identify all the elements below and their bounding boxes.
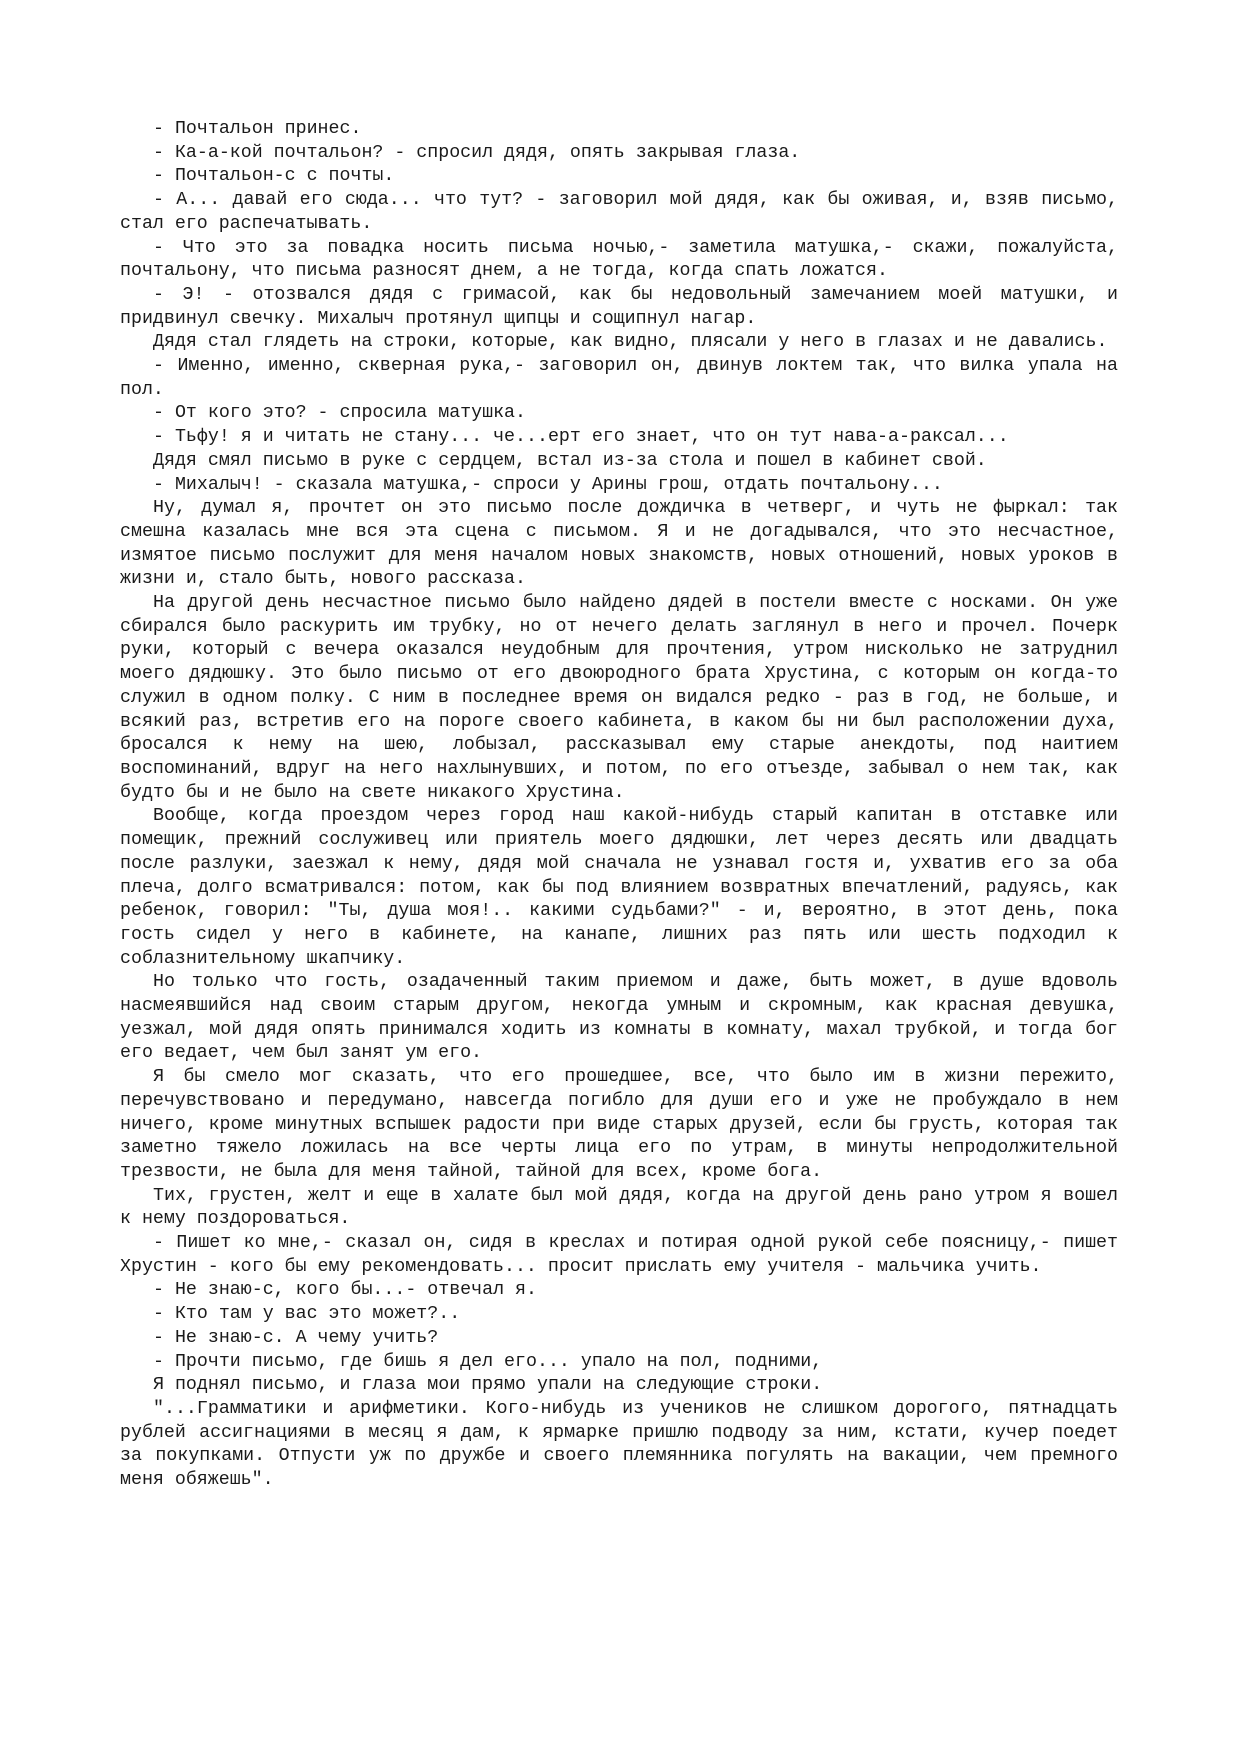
paragraph-23: - Прочти письмо, где бишь я дел его... упало на пол, подними, xyxy=(153,1351,823,1372)
paragraph-6: - Э! - отозвался дядя с гримасой, как бы недовольный замечанием моей матушки, и придвинул свечку. Михалыч протянул щипцы и сощипнул нагар. xyxy=(120,284,1118,329)
paragraph-17: Я бы смело мог сказать, что его прошедшее, все, что было им в жизни пережито, перечувствовано и передумано, навсегда погибло для души его и уже не пробуждало в нем ничего, кроме минутных вспышек радости при виде старых друзей, если бы грусть, которая так заметно тяжело ложилась на все черты лица его по утрам, в минуты непродолжительной трезвости, не была для меня тайной, тайной для всех, кроме бога. xyxy=(120,1067,1118,1182)
paragraph-15: Вообще, когда проездом через город наш какой-нибудь старый капитан в отставке или помещик, прежний сослуживец или приятель моего дядюшки, лет через десять или двадцать после разлуки, заезжал к нему, дядя мой сначала не узнавал гостя и, ухватив его за оба плеча, долго всматривался: потом, как бы под влиянием возвратных впечатлений, радуясь, как ребенок, говорил: "Ты, душа моя!.. какими судьбами?" - и, вероятно, в этот день, пока гость сидел у него в кабинете, на канапе, лишних раз пять или шесть подходил к соблазнительному шкапчику. xyxy=(120,806,1118,969)
paragraph-24: Я поднял письмо, и глаза мои прямо упали на следующие строки. xyxy=(153,1375,823,1396)
paragraph-13: Ну, думал я, прочтет он это письмо после дождичка в четверг, и чуть не фыркал: так смешна казалась мне вся эта сцена с письмом. Я и не догадывался, что это несчастное, измятое письмо послужит для меня началом новых знакомств, новых отношений, новых уроков в жизни и, стало быть, нового рассказа. xyxy=(120,498,1118,590)
document-page xyxy=(120,118,1118,1493)
paragraph-25: "...Грамматики и арифметики. Кого-нибудь из учеников не слишком дорогого, пятнадцать рублей ассигнациями в месяц я дам, к ярмарке пришлю подводу за ним, кстати, кучер поедет за покупками. Отпусти уж по дружбе и своего племянника погулять на вакации, чем премного меня обяжешь". xyxy=(120,1398,1118,1491)
paragraph-7: Дядя стал глядеть на строки, которые, как видно, плясали у него в глазах и не давались. xyxy=(153,332,1108,353)
paragraph-16: Но только что гость, озадаченный таким приемом и даже, быть может, в душе вдоволь насмеявшийся над своим старым другом, некогда умным и скромным, как красная девушка, уезжал, мой дядя опять принимался ходить из комнаты в комнату, махал трубкой, и тогда бог его ведает, чем был занят ум его. xyxy=(120,972,1118,1064)
paragraph-3: - Почтальон-с с почты. xyxy=(153,166,395,187)
paragraph-2: - Ка-а-кой почтальон? - спросил дядя, опять закрывая глаза. xyxy=(153,142,801,163)
paragraph-20: - Не знаю-с, кого бы...- отвечал я. xyxy=(153,1280,537,1301)
paragraph-9: - От кого это? - спросила матушка. xyxy=(153,403,526,424)
paragraph-5: - Что это за повадка носить письма ночью,- заметила матушка,- скажи, пожалуйста, почтальону, что письма разносят днем, а не тогда, когда спать ложатся. xyxy=(120,237,1118,282)
paragraph-8: - Именно, именно, скверная рука,- заговорил он, двинув локтем так, что вилка упала на пол. xyxy=(120,356,1118,400)
paragraph-22: - Не знаю-с. А чему учить? xyxy=(153,1327,439,1348)
paragraph-1: - Почтальон принес. xyxy=(153,119,362,139)
paragraph-14: На другой день несчастное письмо было найдено дядей в постели вместе с носками. Он уже сбирался было раскурить им трубку, но от нечего делать заглянул в него и прочел. Почерк руки, который с вечера оказался неудобным для прочтения, утром нисколько не затруднил моего дядюшку. Это было письмо от его двоюродного брата Хрустина, с которым он когда-то служил в одном полку. С ним в последнее время он видался редко - раз в год, не больше, и всякий раз, встретив его на пороге своего кабинета, в каком бы ни был расположении духа, бросался к нему на шею, лобызал, рассказывал ему старые анекдоты, под наитием воспоминаний, вдруг на него нахлынувших, и потом, по его отъезде, забывал о нем так, как будто бы и не было на свете никакого Хрустина. xyxy=(120,593,1118,803)
paragraph-4: - А... давай его сюда... что тут? - заговорил мой дядя, как бы оживая, и, взяв письмо, стал его распечатывать. xyxy=(120,190,1118,234)
paragraph-11: Дядя смял письмо в руке с сердцем, встал из-за стола и пошел в кабинет свой. xyxy=(153,450,987,471)
paragraph-10: - Тьфу! я и читать не стану... че...ерт его знает, что он тут нава-а-раксал... xyxy=(153,427,1009,448)
paragraph-18: Тих, грустен, желт и еще в халате был мой дядя, когда на другой день рано утром я вошел к нему поздороваться. xyxy=(120,1185,1118,1230)
paragraph-12: - Михалыч! - сказала матушка,- спроси у Арины грош, отдать почтальону... xyxy=(153,474,943,495)
paragraph-19: - Пишет ко мне,- сказал он, сидя в креслах и потирая одной рукой себе поясницу,- пишет Хрустин - кого бы ему рекомендовать... просит прислать ему учителя - мальчика учить. xyxy=(120,1233,1118,1277)
paragraph-21: - Кто там у вас это может?.. xyxy=(153,1304,461,1325)
